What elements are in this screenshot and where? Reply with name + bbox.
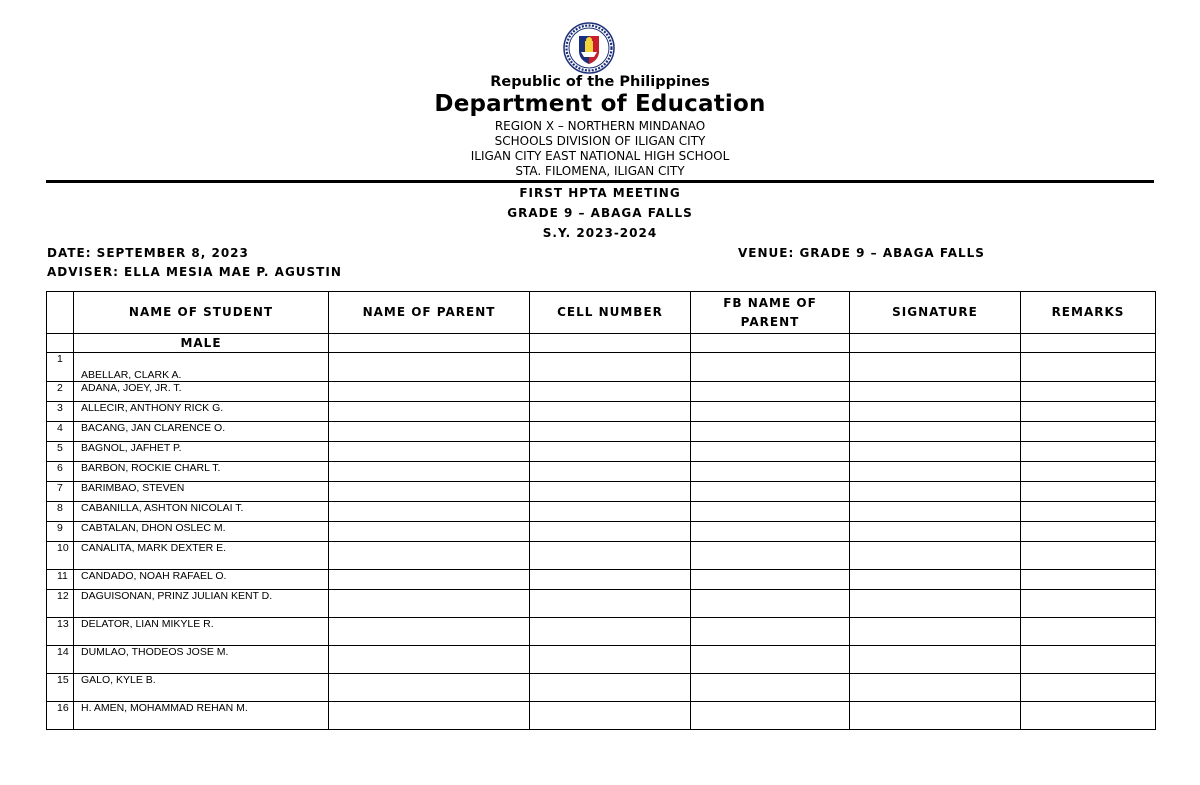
- parent-name-cell[interactable]: [329, 702, 530, 730]
- table-row: [47, 402, 1156, 422]
- signature-cell[interactable]: [850, 462, 1021, 482]
- remarks-cell[interactable]: [1021, 462, 1156, 482]
- parent-name-cell[interactable]: [329, 462, 530, 482]
- student-name: CANALITA, MARK DEXTER E.: [74, 542, 329, 570]
- cell-number-cell[interactable]: [530, 570, 691, 590]
- male-group-label: MALE: [74, 334, 329, 353]
- signature-cell[interactable]: [850, 353, 1021, 382]
- student-name: BAGNOL, JAFHET P.: [74, 442, 329, 462]
- row-number: 11: [47, 570, 74, 590]
- student-name: DAGUISONAN, PRINZ JULIAN KENT D.: [74, 590, 329, 618]
- table-row: [47, 382, 1156, 402]
- remarks-cell[interactable]: [1021, 402, 1156, 422]
- remarks-cell[interactable]: [1021, 674, 1156, 702]
- signature-cell[interactable]: [850, 590, 1021, 618]
- fb-name-cell[interactable]: [691, 590, 850, 618]
- parent-name-cell[interactable]: [329, 674, 530, 702]
- school-address: STA. FILOMENA, ILIGAN CITY: [515, 164, 685, 178]
- remarks-cell[interactable]: [1021, 522, 1156, 542]
- row-number: 8: [47, 502, 74, 522]
- region-label: REGION X – NORTHERN MINDANAO: [494, 119, 706, 133]
- parent-name-cell[interactable]: [329, 482, 530, 502]
- student-name: H. AMEN, MOHAMMAD REHAN M.: [74, 702, 329, 730]
- remarks-cell[interactable]: [1021, 542, 1156, 570]
- fb-name-cell[interactable]: [691, 462, 850, 482]
- student-name: CABANILLA, ASHTON NICOLAI T.: [74, 502, 329, 522]
- remarks-cell[interactable]: [1021, 422, 1156, 442]
- department-title: Department of Education: [434, 91, 766, 117]
- deped-seal-logo: [563, 22, 615, 74]
- parent-name-cell[interactable]: [329, 570, 530, 590]
- fb-name-cell[interactable]: [691, 482, 850, 502]
- signature-cell[interactable]: [850, 522, 1021, 542]
- parent-name-cell[interactable]: [329, 402, 530, 422]
- cell-number-cell[interactable]: [530, 522, 691, 542]
- table-row: [47, 542, 1156, 570]
- table-row: [47, 590, 1156, 618]
- meeting-date: DATE: SEPTEMBER 8, 2023: [47, 246, 249, 260]
- row-number: 2: [47, 382, 74, 402]
- row-number: 13: [47, 618, 74, 646]
- parent-name-cell[interactable]: [329, 502, 530, 522]
- table-row: [47, 422, 1156, 442]
- parent-name-cell[interactable]: [329, 542, 530, 570]
- fb-header-line2: PARENT: [740, 314, 800, 329]
- row-number: 15: [47, 674, 74, 702]
- student-name: BARBON, ROCKIE CHARL T.: [74, 462, 329, 482]
- signature-cell[interactable]: [850, 618, 1021, 646]
- remarks-cell[interactable]: [1021, 353, 1156, 382]
- student-name: BARIMBAO, STEVEN: [74, 482, 329, 502]
- parent-name-cell[interactable]: [329, 522, 530, 542]
- remarks-cell[interactable]: [1021, 618, 1156, 646]
- table-row: [47, 618, 1156, 646]
- student-name: DUMLAO, THODEOS JOSE M.: [74, 646, 329, 674]
- student-name: BACANG, JAN CLARENCE O.: [74, 422, 329, 442]
- row-number: 7: [47, 482, 74, 502]
- parent-name-cell[interactable]: [329, 422, 530, 442]
- table-row: [47, 570, 1156, 590]
- cell-number-cell[interactable]: [530, 618, 691, 646]
- remarks-cell[interactable]: [1021, 382, 1156, 402]
- number-column-header: [47, 292, 74, 334]
- cell-number-cell[interactable]: [530, 482, 691, 502]
- student-name: CANDADO, NOAH RAFAEL O.: [74, 570, 329, 590]
- fb-name-cell[interactable]: [691, 422, 850, 442]
- row-number: 16: [47, 702, 74, 730]
- meeting-venue: VENUE: GRADE 9 – ABAGA FALLS: [738, 246, 985, 260]
- remarks-cell[interactable]: [1021, 570, 1156, 590]
- signature-cell[interactable]: [850, 422, 1021, 442]
- cell-number-cell[interactable]: [530, 442, 691, 462]
- table-row: [47, 462, 1156, 482]
- header-divider: [46, 180, 1154, 183]
- row-number: 12: [47, 590, 74, 618]
- row-number: 10: [47, 542, 74, 570]
- signature-cell[interactable]: [850, 502, 1021, 522]
- cell-number-cell[interactable]: [530, 646, 691, 674]
- parent-name-cell[interactable]: [329, 646, 530, 674]
- signature-column-header: SIGNATURE: [850, 292, 1021, 334]
- table-row: [47, 482, 1156, 502]
- remarks-cell[interactable]: [1021, 590, 1156, 618]
- remarks-cell[interactable]: [1021, 702, 1156, 730]
- signature-cell[interactable]: [850, 482, 1021, 502]
- signature-cell[interactable]: [850, 570, 1021, 590]
- fb-name-cell[interactable]: [691, 570, 850, 590]
- cell-number-cell[interactable]: [530, 702, 691, 730]
- cell-number-cell[interactable]: [530, 422, 691, 442]
- signature-cell[interactable]: [850, 646, 1021, 674]
- row-number: 14: [47, 646, 74, 674]
- signature-cell[interactable]: [850, 382, 1021, 402]
- row-number: 4: [47, 422, 74, 442]
- cell-number-cell[interactable]: [530, 502, 691, 522]
- cell-number-cell[interactable]: [530, 462, 691, 482]
- row-number: 5: [47, 442, 74, 462]
- table-header-row: [47, 292, 1156, 334]
- parent-name-cell[interactable]: [329, 382, 530, 402]
- signature-cell[interactable]: [850, 702, 1021, 730]
- table-row: [47, 646, 1156, 674]
- remarks-column-header: REMARKS: [1021, 292, 1156, 334]
- fb-header-line1: FB NAME OF: [723, 295, 817, 310]
- fb-name-cell[interactable]: [691, 674, 850, 702]
- row-number: 3: [47, 402, 74, 422]
- cell-number-column-header: CELL NUMBER: [530, 292, 691, 334]
- student-name: ADANA, JOEY, JR. T.: [74, 382, 329, 402]
- student-name: ALLECIR, ANTHONY RICK G.: [74, 402, 329, 422]
- fb-name-cell[interactable]: [691, 442, 850, 462]
- attendance-table: [46, 291, 1156, 730]
- parent-column-header: NAME OF PARENT: [329, 292, 530, 334]
- parent-name-cell[interactable]: [329, 353, 530, 382]
- student-name: GALO, KYLE B.: [74, 674, 329, 702]
- table-row: [47, 702, 1156, 730]
- cell-number-cell[interactable]: [530, 353, 691, 382]
- table-row: [47, 442, 1156, 462]
- fb-name-cell[interactable]: [691, 618, 850, 646]
- table-row: [47, 353, 1156, 382]
- signature-cell[interactable]: [850, 442, 1021, 462]
- signature-cell[interactable]: [850, 542, 1021, 570]
- cell-number-cell[interactable]: [530, 590, 691, 618]
- row-number: 6: [47, 462, 74, 482]
- parent-name-cell[interactable]: [329, 442, 530, 462]
- row-number: 9: [47, 522, 74, 542]
- remarks-cell[interactable]: [1021, 502, 1156, 522]
- student-column-header: NAME OF STUDENT: [74, 292, 329, 334]
- student-name: CABTALAN, DHON OSLEC M.: [74, 522, 329, 542]
- remarks-cell[interactable]: [1021, 482, 1156, 502]
- cell-number-cell[interactable]: [530, 382, 691, 402]
- fb-name-cell[interactable]: [691, 522, 850, 542]
- school-year: S.Y. 2023-2024: [542, 226, 658, 240]
- cell-number-cell[interactable]: [530, 542, 691, 570]
- meeting-title: FIRST HPTA MEETING: [519, 186, 681, 200]
- fb-name-cell[interactable]: [691, 353, 850, 382]
- table-row: [47, 522, 1156, 542]
- row-number: 1: [47, 353, 74, 382]
- student-name: DELATOR, LIAN MIKYLE R.: [74, 618, 329, 646]
- fb-name-cell[interactable]: [691, 646, 850, 674]
- fb-name-cell[interactable]: [691, 382, 850, 402]
- signature-cell[interactable]: [850, 402, 1021, 422]
- table-row: [47, 674, 1156, 702]
- parent-name-cell[interactable]: [329, 618, 530, 646]
- republic-label: Republic of the Philippines: [490, 74, 710, 90]
- student-name: ABELLAR, CLARK A.: [74, 353, 329, 382]
- fb-name-cell[interactable]: [691, 702, 850, 730]
- remarks-cell[interactable]: [1021, 646, 1156, 674]
- fb-name-column-header: [691, 292, 850, 334]
- section-title: GRADE 9 – ABAGA FALLS: [507, 206, 693, 220]
- cell-number-cell[interactable]: [530, 674, 691, 702]
- fb-name-cell[interactable]: [691, 542, 850, 570]
- signature-cell[interactable]: [850, 674, 1021, 702]
- adviser-name: ADVISER: ELLA MESIA MAE P. AGUSTIN: [47, 265, 342, 279]
- parent-name-cell[interactable]: [329, 590, 530, 618]
- male-group-row: [47, 334, 1156, 353]
- division-label: SCHOOLS DIVISION OF ILIGAN CITY: [494, 134, 706, 148]
- fb-name-cell[interactable]: [691, 402, 850, 422]
- fb-name-cell[interactable]: [691, 502, 850, 522]
- cell-number-cell[interactable]: [530, 402, 691, 422]
- remarks-cell[interactable]: [1021, 442, 1156, 462]
- table-row: [47, 502, 1156, 522]
- school-name: ILIGAN CITY EAST NATIONAL HIGH SCHOOL: [470, 149, 730, 163]
